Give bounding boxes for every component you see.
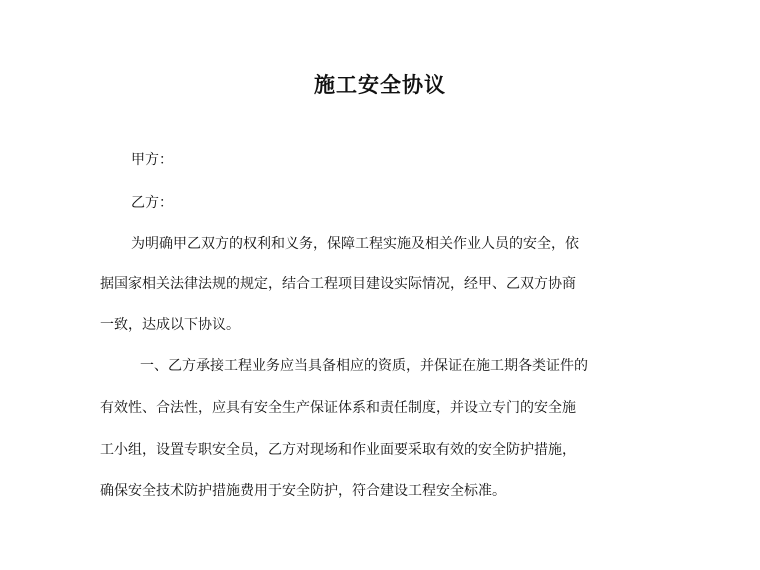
- clause-1-line-4: 确保安全技术防护措施费用于安全防护，符合建设工程安全标准。: [100, 483, 506, 499]
- party-a-label: 甲方：: [131, 152, 173, 168]
- clause-1-line-1: 一、乙方承接工程业务应当具备相应的资质，并保证在施工期各类证件的: [140, 358, 588, 374]
- intro-line-3: 一致，达成以下协议。: [100, 317, 240, 333]
- intro-line-2: 据国家相关法律法规的规定，结合工程项目建设实际情况，经甲、乙双方协商: [100, 276, 576, 292]
- clause-1-line-2: 有效性、合法性，应具有安全生产保证体系和责任制度，并设立专门的安全施: [100, 400, 576, 416]
- document-title: 施工安全协议: [314, 72, 446, 97]
- clause-1-line-3: 工小组，设置专职安全员，乙方对现场和作业面要采取有效的安全防护措施，: [100, 442, 576, 458]
- party-b-label: 乙方：: [131, 195, 173, 211]
- intro-line-1: 为明确甲乙双方的权利和义务，保障工程实施及相关作业人员的安全，依: [131, 236, 579, 252]
